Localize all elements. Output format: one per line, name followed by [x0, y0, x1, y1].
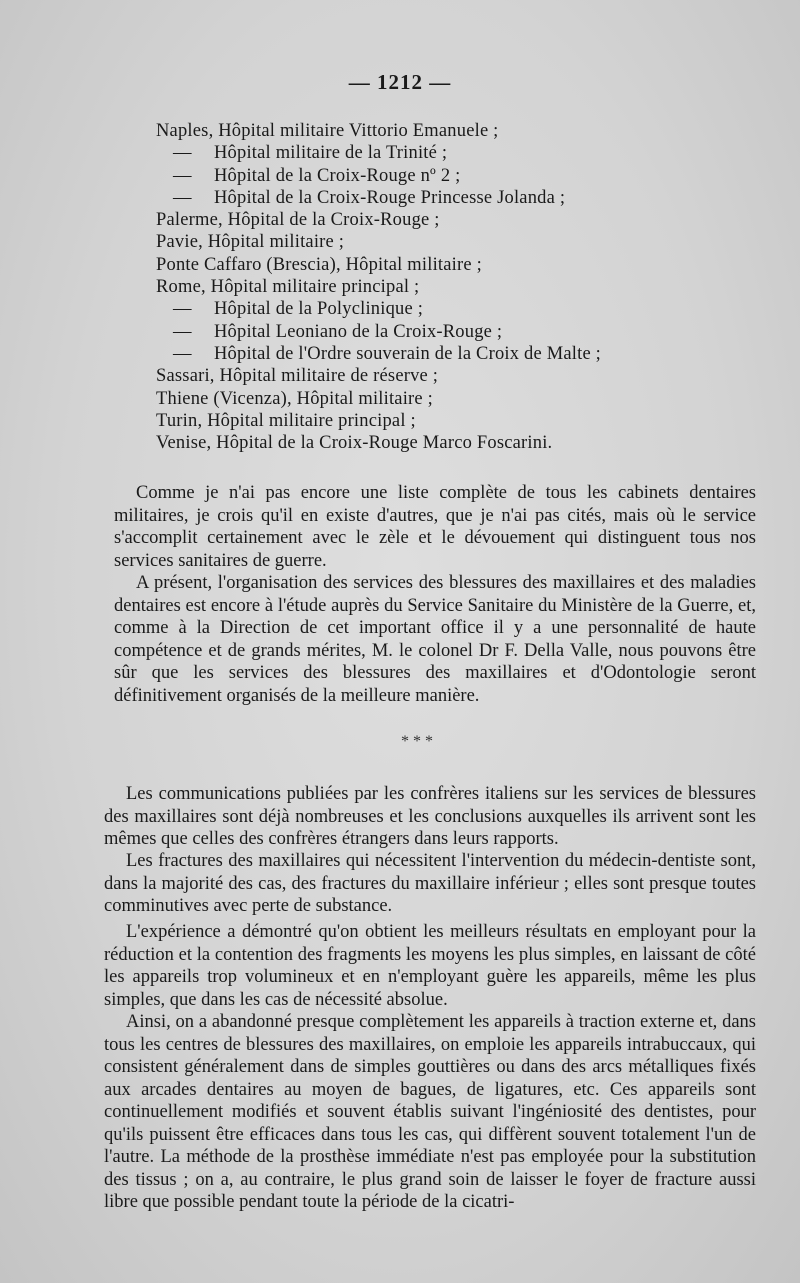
paragraph-appareils: Ainsi, on a abandonné presque complètement les appareils à traction externe et, dans tous les centres de blessures des maxillaires, on emploie les appareils intrabuccaux, qui consistent généralement dans de simples gouttières ou dans des arcs métalliques fixés aux arcades dentaires au moyen de bagues, de ligatures, etc. Ces appareils sont continuellement modifiés et souvent établis suivant l'ingéniosité des dentistes, pour qu'ils puissent être efficaces dans tous les cas, qui diffèrent souvent totalement l'un de l'autre. La méthode de la prosthèse immédiate n'est pas employée pour la substitution des tissus ; on a, au contraire, le plus grand soin de laisser le foyer de fracture aussi libre que possible pendant toute la période de la cicatri- [104, 1012, 756, 1212]
section-separator: * * * [401, 733, 433, 750]
list-item: Palerme, Hôpital de la Croix-Rouge ; [156, 210, 440, 231]
list-item: Turin, Hôpital militaire principal ; [156, 410, 416, 431]
list-item: Sassari, Hôpital militaire de réserve ; [156, 366, 439, 387]
list-item: — Hôpital de la Croix-Rouge Princesse Jolanda ; [173, 187, 566, 208]
list-item: — Hôpital de l'Ordre souverain de la Croix de Malte ; [173, 343, 602, 364]
list-item: Pavie, Hôpital militaire ; [156, 232, 345, 253]
list-item: Rome, Hôpital militaire principal ; [156, 277, 420, 298]
list-item: Ponte Caffaro (Brescia), Hôpital militaire ; [156, 254, 482, 275]
list-item: — Hôpital militaire de la Trinité ; [173, 143, 448, 164]
list-item: Thiene (Vicenza), Hôpital militaire ; [156, 388, 433, 409]
paragraph-cabinets: Comme je n'ai pas encore une liste complète de tous les cabinets dentaires militaires, je crois qu'il en existe d'autres, que je n'ai pas cités, mais où le service s'accomplit certainement avec le zèle et le dévouement qui distinguent tous nos services sanitaires de guerre. [114, 483, 756, 571]
hospital-list [156, 120, 756, 454]
list-item: — Hôpital de la Polyclinique ; [173, 299, 424, 320]
list-item: Venise, Hôpital de la Croix-Rouge Marco Foscarini. [156, 433, 553, 454]
list-item: Naples, Hôpital militaire Vittorio Emanuele ; [156, 121, 499, 141]
list-item: — Hôpital de la Croix-Rouge nº 2 ; [173, 165, 461, 186]
paragraph-organisation: A présent, l'organisation des services des blessures des maxillaires et des maladies dentaires est encore à l'étude auprès du Service Sanitaire du Ministère de la Guerre, et, comme à la Direction de cet important office il y a une personnalité de haute compétence et de grands mérites, M. le colonel Dr F. Della Valle, nous pouvons être sûr que les services des blessures des maxillaires et d'Odontologie seront définitivement organisés de la meilleure manière. [114, 573, 756, 706]
paragraph-fractures: Les fractures des maxillaires qui nécessitent l'intervention du médecin-dentiste sont, dans la majorité des cas, des fractures du maxillaire inférieur ; elles sont presque toutes comminutives avec perte de substance. [104, 851, 756, 916]
paragraph-experience: L'expérience a démontré qu'on obtient les meilleurs résultats en employant pour la réduction et la contention des fragments les moyens les plus simples, en laissant de côté les appareils trop volumineux et en n'employant guère les appareils, même les plus simples, que dans les cas de nécessité absolue. [104, 922, 756, 1010]
paragraph-communications: Les communications publiées par les confrères italiens sur les services de blessures des maxillaires sont déjà nombreuses et les conclusions auxquelles ils arrivent sont les mêmes que celles des confrères étrangers dans leurs rapports. [104, 784, 756, 849]
page-number: — 1212 — [348, 70, 452, 94]
list-item: — Hôpital Leoniano de la Croix-Rouge ; [173, 321, 503, 342]
